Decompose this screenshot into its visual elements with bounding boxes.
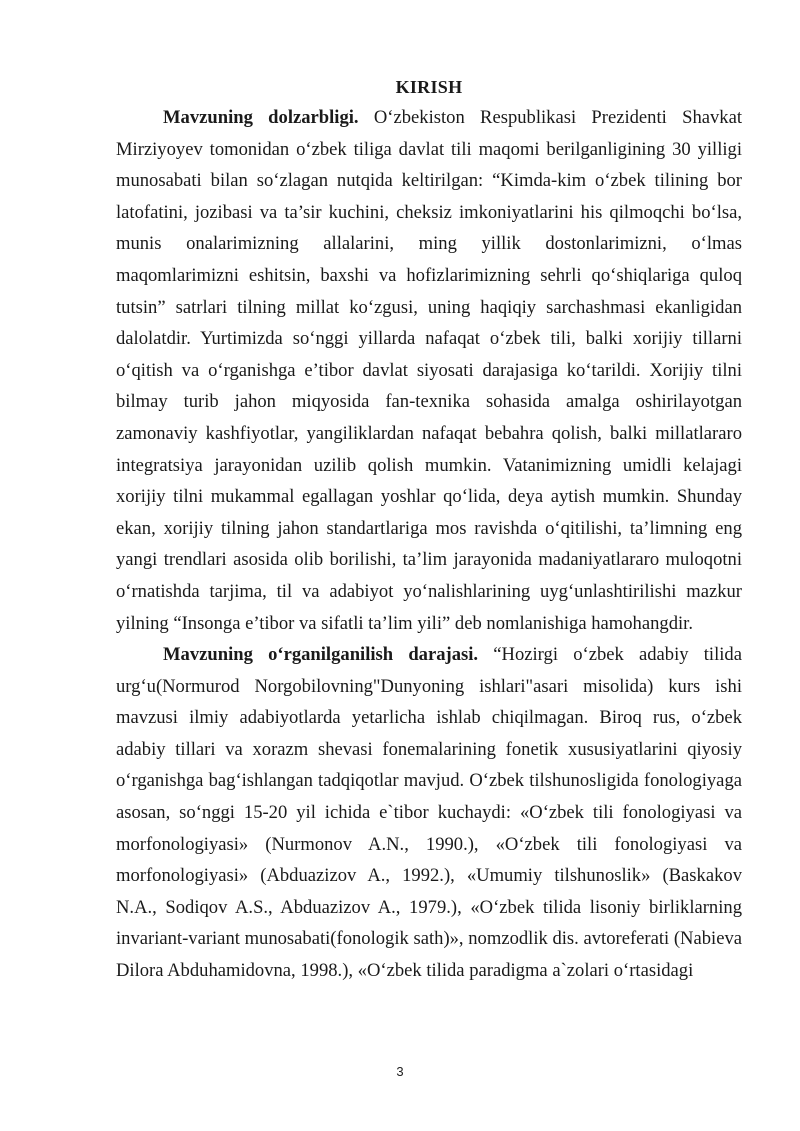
paragraph-relevance [116, 102, 742, 639]
document-body [116, 74, 742, 987]
paragraph-text: “Hozirgi o‘zbek adabiy tilida urg‘u(Normurod Norgobilovning"Dunyoning ishlari"asari misolida) kurs ishi mavzusi ilmiy adabiyotlarda yetarlicha ishlab chiqilmagan. Biroq rus, o‘zbek adabiy tillari va xorazm shevasi fonemalarining fonetik xususiyatlarini qiyosiy o‘rganishga bag‘ishlangan tadqiqotlar mavjud. O‘zbek tilshunosligida fonologiyaga asosan, so‘nggi 15-20 yil ichida e`tibor kuchaydi: «O‘zbek tili fonologiyasi va morfonologiyasi» (Nurmonov A.N., 1990.), «O‘zbek tili fonologiyasi va morfonologiyasi» (Abduazizov A., 1992.), «Umumiy tilshunoslik» (Baskakov N.A., Sodiqov A.S., Abduazizov A., 1979.), «O‘zbek tilida lisoniy birliklarning invariant-variant munosabati(fonologik sath)», nomzodlik dis. avtoreferati (Nabieva Dilora Abduhamidovna, 1998.), «O‘zbek tilida paradigma a`zolari o‘rtasidagi [116, 644, 742, 982]
paragraph-lead: Mavzuning dolzarbligi. [163, 107, 359, 128]
page-number: 3 [396, 1064, 404, 1079]
paragraph-study-level [116, 639, 742, 987]
section-heading: KIRISH [395, 77, 463, 97]
paragraph-text: O‘zbekiston Respublikasi Prezidenti Shavkat Mirziyoyev tomonidan o‘zbek tiliga davlat tili maqomi berilganligining 30 yilligi munosabati bilan so‘zlagan nutqida keltirilgan: “Kimda-kim o‘zbek tilining bor latofatini, jozibasi va ta’sir kuchini, cheksiz imkoniyatlarini his qilmoqchi bo‘lsa, munis onalarimizning allalarini, ming yillik dostonlarimizni, o‘lmas maqomlarimizni eshitsin, baxshi va hofizlarimizning sehrli qo‘shiqlariga quloq tutsin” satrlari tilning millat ko‘zgusi, uning haqiqiy sarchashmasi ekanligidan dalolatdir. Yurtimizda so‘nggi yillarda nafaqat o‘zbek tili, balki xorijiy tillarni o‘qitish va o‘rganishga e’tibor davlat siyosati darajasiga ko‘tarildi. Xorijiy tilni bilmay turib jahon miqyosida fan-texnika sohasida amalga oshirilayotgan zamonaviy kashfiyotlar, yangiliklardan nafaqat bebahra qolish, balki millatlararo integratsiya jarayonidan uzilib qolish mumkin. Vatanimizning umidli kelajagi xorijiy tilni mukammal egallagan yoshlar qo‘lida, deya aytish mumkin. Shunday ekan, xorijiy tilning jahon standartlariga mos ravishda o‘qitilishi, ta’limning eng yangi trendlari asosida olib borilishi, ta’lim jarayonida madaniyatlararo muloqotni o‘rnatishda tarjima, til va adabiyot yo‘nalishlarining uyg‘unlashtirilishi mazkur yilning “Insonga e’tibor va sifatli ta’lim yili” deb nomlanishiga hamohangdir. [116, 107, 743, 634]
paragraph-lead: Mavzuning o‘rganilganilish darajasi. [163, 644, 479, 666]
